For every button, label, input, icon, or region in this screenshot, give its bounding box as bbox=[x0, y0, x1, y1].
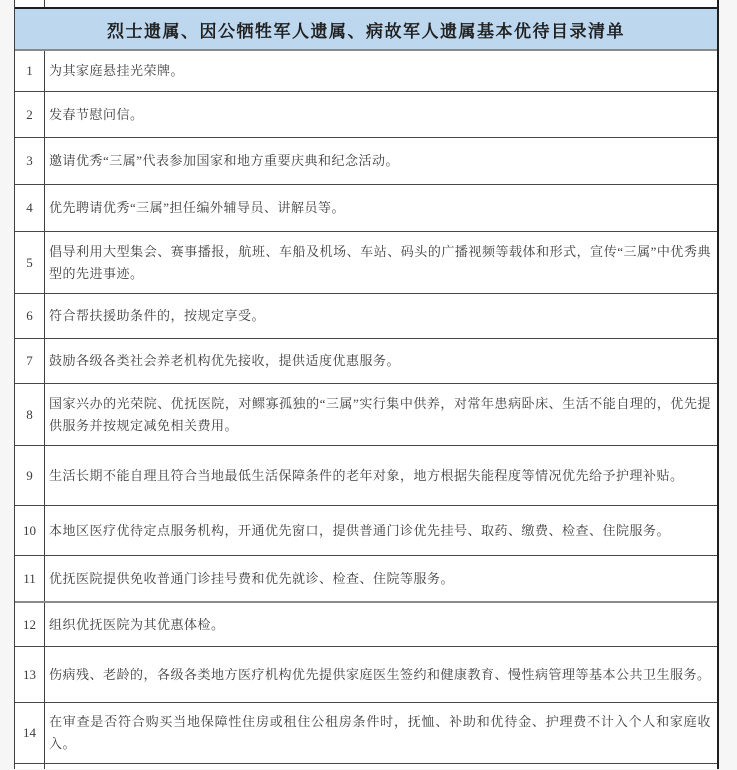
row-text: 倡导利用大型集会、赛事播报，航班、车船及机场、车站、码头的广播视频等载体和形式，宣传“三属”中优秀典型的先进事迹。 bbox=[49, 243, 711, 281]
row-number: 12 bbox=[15, 603, 45, 646]
table-row bbox=[15, 603, 717, 647]
row-text: 优先聘请优秀“三属”担任编外辅导员、讲解员等。 bbox=[49, 200, 346, 215]
table-row bbox=[15, 703, 717, 764]
row-text: 邀请优秀“三属”代表参加国家和地方重要庆典和纪念活动。 bbox=[49, 153, 400, 168]
partial-number-cell bbox=[15, 0, 45, 7]
table-title-row bbox=[15, 7, 717, 51]
row-text: 发春节慰问信。 bbox=[49, 106, 144, 122]
table-title: 烈士遗属、因公牺牲军人遗属、病故军人遗属基本优待目录清单 bbox=[107, 21, 625, 41]
table-row bbox=[15, 138, 717, 185]
partial-text-cell bbox=[45, 764, 717, 770]
table-row bbox=[15, 384, 717, 446]
table-row bbox=[15, 506, 717, 556]
row-text: 在审查是否符合购买当地保障性住房或租住公租房条件时，抚恤、补助和优待金、护理费不计入个人和家庭收入。 bbox=[49, 714, 711, 751]
row-number: 1 bbox=[15, 51, 45, 91]
table-row bbox=[15, 339, 717, 384]
row-number: 8 bbox=[15, 384, 45, 445]
row-number: 5 bbox=[15, 232, 45, 293]
benefits-table bbox=[14, 0, 719, 769]
row-text: 符合帮扶援助条件的，按规定享受。 bbox=[49, 308, 266, 323]
row-number: 3 bbox=[15, 138, 45, 184]
row-text: 伤病残、老龄的，各级各类地方医疗机构优先提供家庭医生签约和健康教育、慢性病管理等基本公共卫生服务。 bbox=[49, 666, 711, 682]
row-text: 生活长期不能自理且符合当地最低生活保障条件的老年对象，地方根据失能程度等情况优先给予护理补贴。 bbox=[49, 467, 684, 483]
partial-text-cell bbox=[45, 0, 717, 7]
row-text: 优抚医院提供免收普通门诊挂号费和优先就诊、检查、住院等服务。 bbox=[49, 570, 455, 586]
table-row bbox=[15, 556, 717, 603]
partial-row-top bbox=[15, 0, 717, 7]
row-number: 2 bbox=[15, 92, 45, 137]
row-number: 6 bbox=[15, 294, 45, 338]
row-number: 4 bbox=[15, 185, 45, 231]
row-text: 组织优抚医院为其优惠体检。 bbox=[49, 616, 225, 632]
table-row bbox=[15, 647, 717, 703]
row-number: 10 bbox=[15, 506, 45, 555]
row-number: 14 bbox=[15, 703, 45, 763]
row-number: 13 bbox=[15, 647, 45, 702]
row-text: 国家兴办的光荣院、优抚医院，对鳏寡孤独的“三属”实行集中供养，对常年患病卧床、生活不能自理的，优先提供服务并按规定减免相关费用。 bbox=[49, 395, 711, 433]
partial-row-bottom bbox=[15, 764, 717, 769]
row-text: 本地区医疗优待定点服务机构，开通优先窗口，提供普通门诊优先挂号、取药、缴费、检查、住院服务。 bbox=[49, 522, 671, 538]
table-row bbox=[15, 92, 717, 138]
table-row bbox=[15, 446, 717, 506]
row-number: 11 bbox=[15, 556, 45, 601]
table-row bbox=[15, 294, 717, 339]
row-text: 鼓励各级各类社会养老机构优先接收，提供适度优惠服务。 bbox=[49, 353, 401, 368]
table-row bbox=[15, 232, 717, 294]
row-number: 7 bbox=[15, 339, 45, 383]
row-number: 9 bbox=[15, 446, 45, 505]
partial-number-cell bbox=[15, 764, 45, 769]
table-row bbox=[15, 51, 717, 92]
row-text: 为其家庭悬挂光荣牌。 bbox=[49, 63, 185, 78]
table-row bbox=[15, 185, 717, 232]
